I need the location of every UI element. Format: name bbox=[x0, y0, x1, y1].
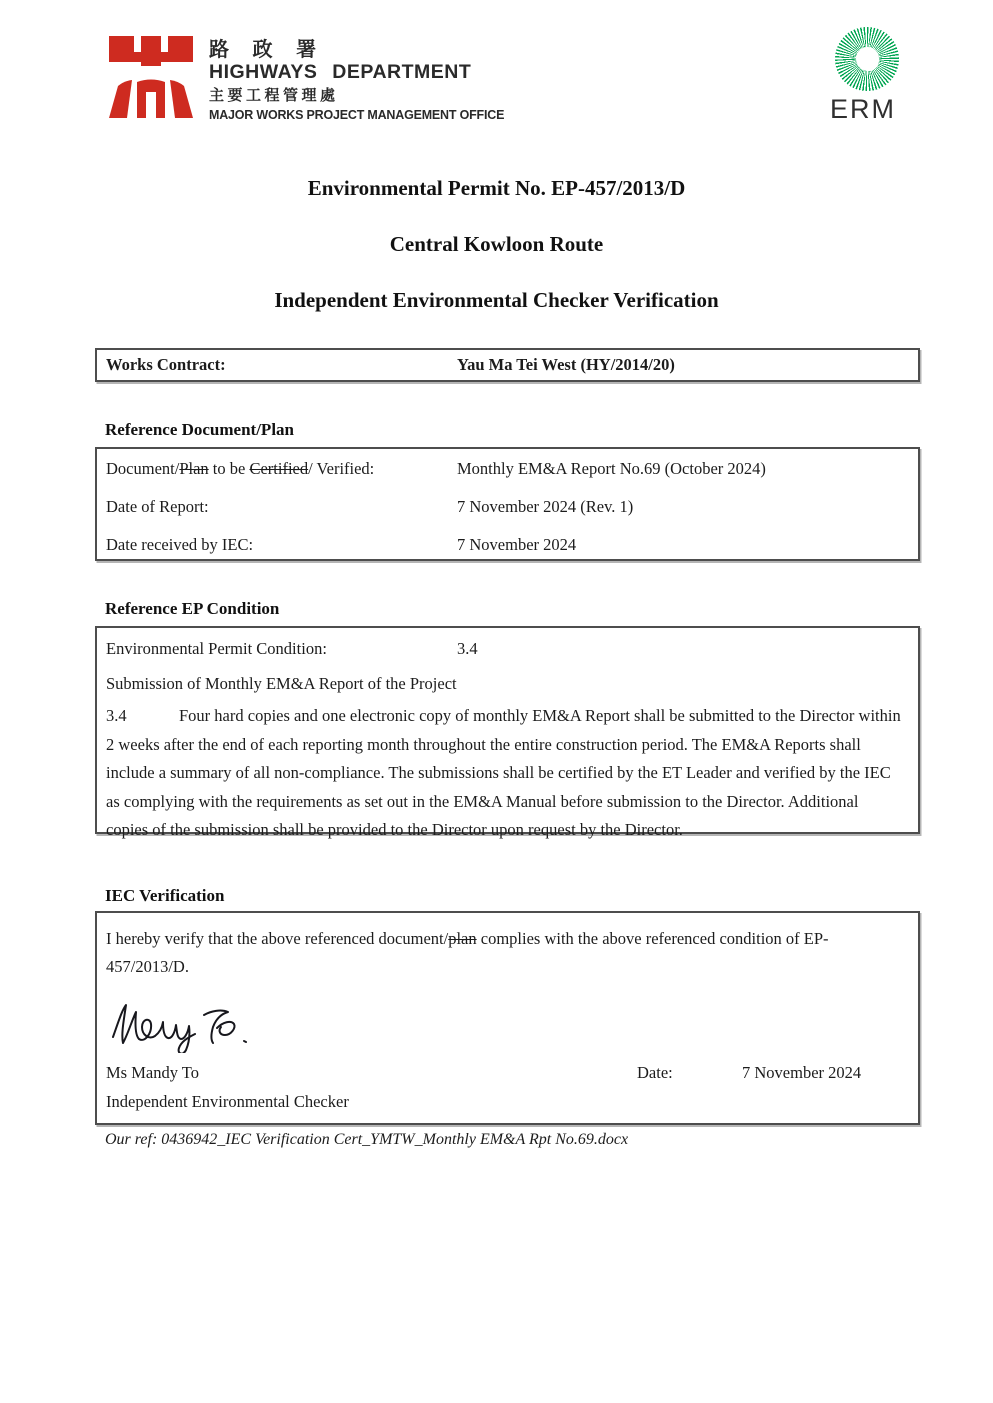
iec-checker-name: Ms Mandy To bbox=[106, 1063, 199, 1082]
iec-verification-statement bbox=[97, 913, 918, 981]
struck-word-certified: Certified bbox=[249, 459, 309, 478]
date-of-report-row bbox=[97, 487, 918, 525]
reference-document-heading: Reference Document/Plan bbox=[105, 420, 294, 439]
date-of-report-label: Date of Report: bbox=[106, 497, 209, 516]
works-contract-value: Yau Ma Tei West (HY/2014/20) bbox=[457, 355, 675, 374]
document-type-title: Independent Environmental Checker Verification bbox=[274, 288, 719, 312]
statement-part: complies with the above referenced condition of EP-457/2013/D. bbox=[106, 929, 829, 976]
iec-verification-heading: IEC Verification bbox=[105, 886, 225, 905]
ep-condition-heading: Reference EP Condition bbox=[105, 599, 280, 618]
erm-logo bbox=[830, 27, 910, 125]
date-received-value: 7 November 2024 bbox=[457, 535, 577, 554]
label-part: Document/ bbox=[106, 459, 180, 478]
permit-condition-row bbox=[97, 628, 918, 666]
project-title: Central Kowloon Route bbox=[389, 232, 604, 256]
ep-condition-box bbox=[95, 626, 920, 839]
document-verified-label bbox=[97, 459, 374, 478]
document-verified-value: Monthly EM&A Report No.69 (October 2024) bbox=[457, 459, 766, 478]
our-ref-line: Our ref: 0436942_IEC Verification Cert_YMTW_Monthly EM&A Rpt No.69.docx bbox=[105, 1131, 629, 1148]
works-contract-row bbox=[97, 350, 918, 380]
date-received-row bbox=[97, 525, 918, 563]
date-received-label: Date received by IEC: bbox=[106, 535, 254, 554]
erm-logo-text: ERM bbox=[830, 94, 896, 124]
handwritten-signature-icon bbox=[109, 993, 289, 1053]
works-contract-box bbox=[95, 348, 920, 382]
iec-date-label: Date: bbox=[637, 1063, 673, 1082]
works-contract-label: Works Contract: bbox=[106, 355, 226, 374]
ep-condition-clause bbox=[97, 702, 918, 845]
highways-department-header bbox=[107, 35, 517, 122]
permit-condition-value: 3.4 bbox=[457, 639, 478, 658]
label-part: to be bbox=[208, 459, 250, 478]
dept-name-english: HIGHWAYS DEPARTMENT bbox=[209, 61, 472, 83]
dept-name-chinese: 路 政 署 bbox=[209, 39, 326, 61]
iec-date-value: 7 November 2024 bbox=[742, 1063, 862, 1082]
reference-document-box bbox=[95, 447, 920, 561]
ep-condition-subheading: Submission of Monthly EM&A Report of the Project bbox=[106, 674, 457, 693]
highways-department-text bbox=[209, 35, 517, 122]
permit-number-title: Environmental Permit No. EP-457/2013/D bbox=[307, 176, 686, 200]
iec-name-date-row bbox=[97, 1063, 918, 1091]
highways-department-logo-icon bbox=[107, 35, 195, 119]
document-verified-row bbox=[97, 449, 918, 487]
date-of-report-value: 7 November 2024 (Rev. 1) bbox=[457, 497, 634, 516]
office-name-english: MAJOR WORKS PROJECT MANAGEMENT OFFICE bbox=[209, 106, 505, 122]
struck-word-plan: Plan bbox=[179, 459, 209, 478]
erm-starburst-icon bbox=[835, 27, 899, 91]
clause-text: Four hard copies and one electronic copy of monthly EM&A Report shall be submitted to the Director within 2 weeks after the end of each reporting month throughout the entire construction period. The EM&A Reports shall include a summary of all non-compliance. The submissions shall be certified by the ET Leader and verified by the IEC as complying with the requirements as set out in the EM&A Manual before submission to the Director. Additional copies of the submission shall be provided to the Director upon request by the Director. bbox=[106, 706, 901, 839]
struck-word-plan: plan bbox=[448, 929, 477, 948]
clause-number: 3.4 bbox=[106, 706, 127, 725]
permit-condition-label: Environmental Permit Condition: bbox=[106, 639, 327, 658]
iec-verification-box bbox=[95, 911, 920, 1125]
iec-signature bbox=[109, 993, 918, 1055]
iec-checker-role: Independent Environmental Checker bbox=[106, 1092, 349, 1111]
office-name-chinese: 主要工程管理處 bbox=[209, 87, 339, 105]
statement-part: I hereby verify that the above referenced document/ bbox=[106, 929, 449, 948]
label-part: / Verified: bbox=[308, 459, 375, 478]
